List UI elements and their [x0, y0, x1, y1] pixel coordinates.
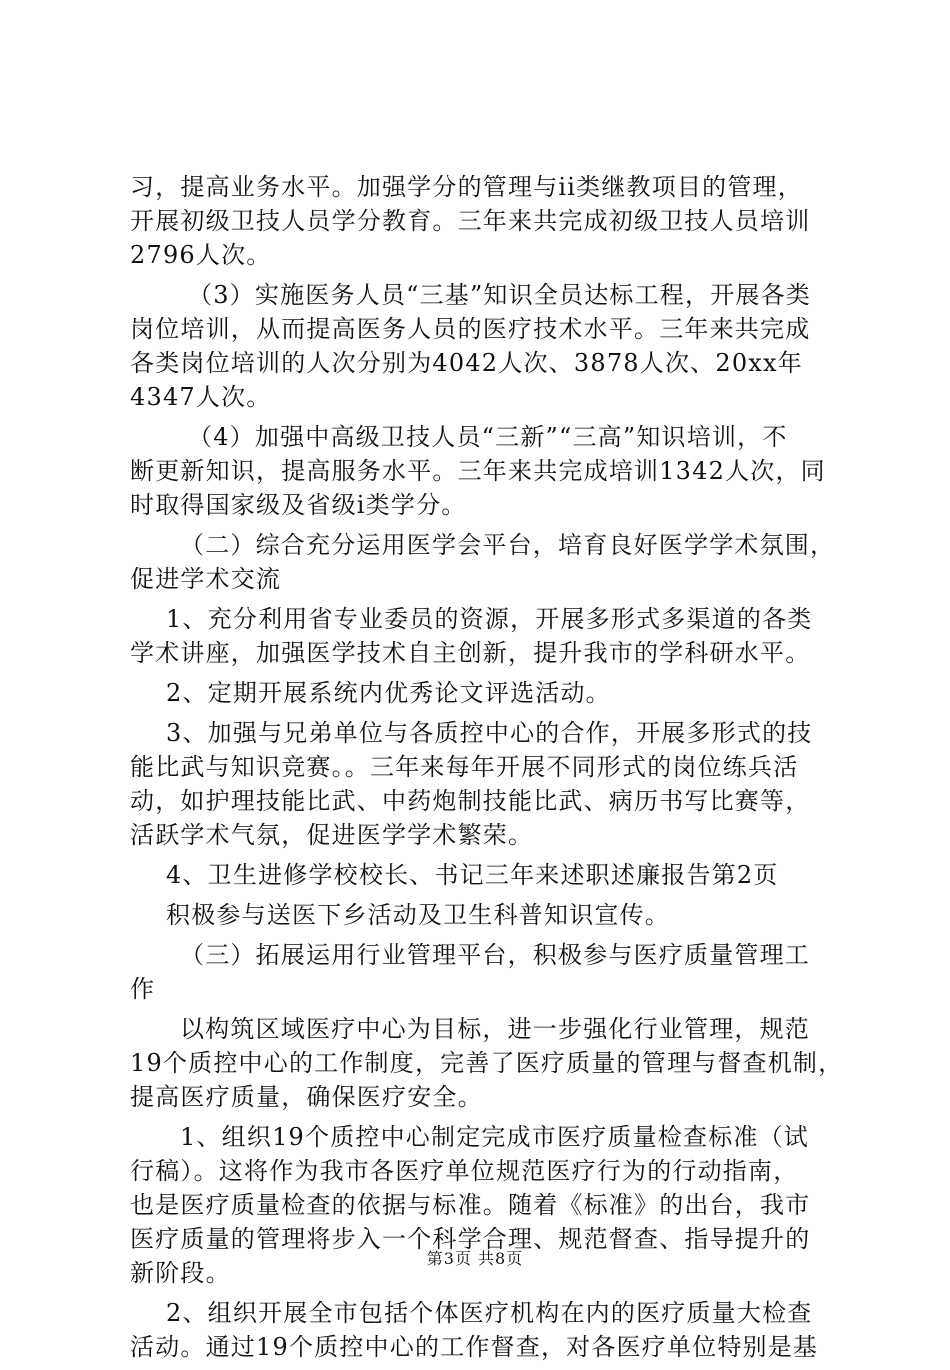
text-line: 活跃学术气氛，促进医学学术繁荣。	[130, 821, 534, 849]
text-line: 开展初级卫技人员学分教育。三年来共完成初级卫技人员培训	[130, 207, 811, 235]
text-line: 积极参与送医下乡活动及卫生科普知识宣传。	[166, 901, 670, 929]
text-line: 1、组织19个质控中心制定完成市医疗质量检查标准（试	[180, 1123, 810, 1151]
paragraph	[130, 938, 840, 1006]
text-line: 断更新知识，提高服务水平。三年来共完成培训1342人次，同	[130, 457, 826, 485]
paragraph	[130, 1012, 844, 1114]
paragraph	[130, 420, 840, 522]
page-footer: 第3页 共8页	[426, 1249, 524, 1268]
text-line: 岗位培训，从而提高医务人员的医疗技术水平。三年来共完成	[130, 315, 811, 343]
text-line: 19个质控中心的工作制度，完善了医疗质量的管理与督查机制，	[130, 1049, 844, 1077]
paragraph	[130, 858, 840, 892]
document-body	[130, 170, 844, 1370]
paragraph	[130, 676, 840, 710]
text-line: 各类岗位培训的人次分别为4042人次、3878人次、20xx年	[130, 349, 803, 377]
text-line: 提高医疗质量，确保医疗安全。	[130, 1083, 483, 1111]
text-line: 2、组织开展全市包括个体医疗机构在内的医疗质量大检查	[166, 1299, 813, 1327]
text-line: （二）综合充分运用医学会平台，培育良好医学学术氛围，	[180, 531, 836, 559]
text-line: 以构筑区域医疗中心为目标，进一步强化行业管理，规范	[180, 1015, 810, 1043]
paragraph	[130, 170, 840, 272]
text-line: （3）实施医务人员“三基”知识全员达标工程，开展各类	[188, 281, 812, 309]
text-line: 4、卫生进修学校校长、书记三年来述职述廉报告第2页	[166, 861, 779, 889]
paragraph	[130, 278, 840, 414]
text-line: 2796人次。	[130, 241, 272, 269]
text-line: 2、定期开展系统内优秀论文评选活动。	[166, 679, 611, 707]
paragraph	[130, 898, 840, 932]
text-line: 习，提高业务水平。加强学分的管理与ii类继教项目的管理，	[130, 173, 803, 201]
text-line: 能比武与知识竞赛。。三年来每年开展不同形式的岗位练兵活	[130, 753, 799, 781]
paragraph	[130, 528, 840, 596]
text-line: 行稿）。这将作为我市各医疗单位规范医疗行为的行动指南，	[130, 1157, 799, 1185]
text-line: 4347人次。	[130, 383, 272, 411]
paragraph	[130, 602, 840, 670]
paragraph	[130, 716, 840, 852]
text-line: 医疗质量的管理将步入一个科学合理、规范督查、指导提升的	[130, 1225, 811, 1253]
text-line: 1、充分利用省专业委员的资源，开展多形式多渠道的各类	[166, 605, 813, 633]
text-line: 新阶段。	[130, 1259, 231, 1287]
text-line: （三）拓展运用行业管理平台，积极参与医疗质量管理工	[180, 941, 810, 969]
text-line: 学术讲座，加强医学技术自主创新，提升我市的学科研水平。	[130, 639, 811, 667]
text-line: 3、加强与兄弟单位与各质控中心的合作，开展多形式的技	[166, 719, 813, 747]
text-line: 时取得国家级及省级i类学分。	[130, 491, 467, 519]
paragraph	[130, 1296, 840, 1364]
text-line: 促进学术交流	[130, 565, 282, 593]
text-line: 动，如护理技能比武、中药炮制技能比武、病历书写比赛等，	[130, 787, 811, 815]
text-line: （4）加强中高级卫技人员“三新”“三高”知识培训，不	[188, 423, 788, 451]
text-line: 作	[130, 975, 156, 1003]
text-line: 也是医疗质量检查的依据与标准。随着《标准》的出台，我市	[130, 1191, 811, 1219]
text-line: 活动。通过19个质控中心的工作督查，对各医疗单位特别是基	[130, 1333, 819, 1361]
